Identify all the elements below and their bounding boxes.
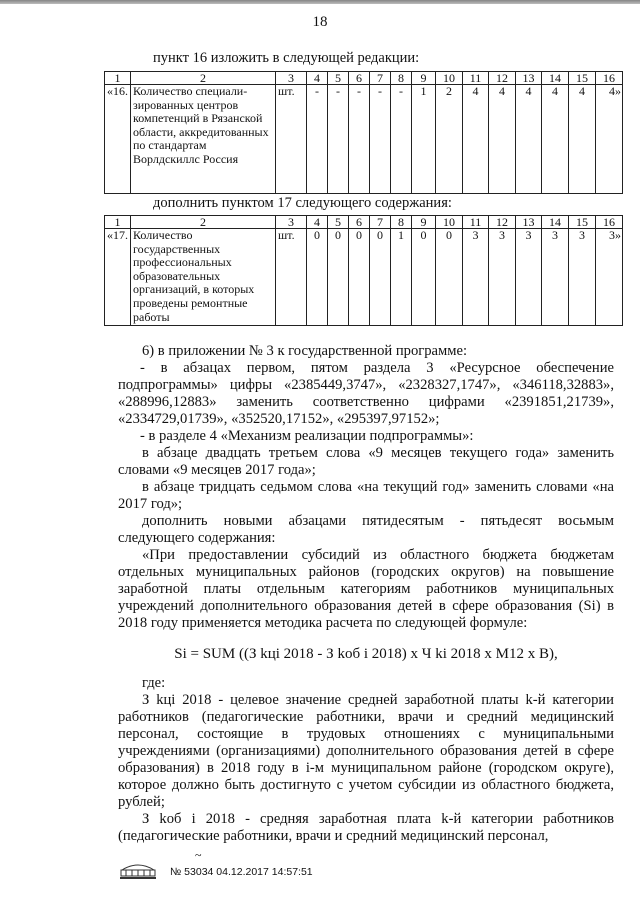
paragraph-section-4: - в разделе 4 «Механизм реализации подпрограммы»: — [140, 428, 474, 444]
table-header-row — [105, 216, 623, 229]
indicator-name: Количество специали-зированных центров компетенций в Рязанской области, аккредитованных по стандартам Ворлдскиллс Россия — [131, 85, 276, 194]
column-header-2: 2 — [131, 216, 276, 229]
column-header-11: 11 — [463, 216, 489, 229]
value-cell-col-11: 3 — [463, 229, 489, 326]
table-point-17 — [104, 215, 623, 326]
column-header-3: 3 — [276, 216, 307, 229]
table-row — [105, 85, 623, 194]
row-number: «16. — [105, 85, 131, 194]
value-cell-col-8: 1 — [391, 229, 412, 326]
value-cell-col-6: 0 — [349, 229, 370, 326]
value-cell-col-4: - — [307, 85, 328, 194]
value-cell-col-5: 0 — [328, 229, 349, 326]
value-cell-col-9: 0 — [412, 229, 436, 326]
value-cell-col-10: 2 — [436, 85, 463, 194]
unit-cell: шт. — [276, 85, 307, 194]
intro-point-17: дополнить пунктом 17 следующего содержания: — [153, 195, 452, 211]
column-header-6: 6 — [349, 216, 370, 229]
table-header-row — [105, 72, 623, 85]
column-header-4: 4 — [307, 216, 328, 229]
column-header-12: 12 — [489, 72, 516, 85]
column-header-7: 7 — [370, 72, 391, 85]
column-header-1: 1 — [105, 216, 131, 229]
column-header-5: 5 — [328, 216, 349, 229]
paragraph-add-new: дополнить новыми абзацами пятидесятым - пятьдесят восьмым следующего содержания: — [118, 513, 614, 546]
value-cell-col-12: 4 — [489, 85, 516, 194]
column-header-7: 7 — [370, 216, 391, 229]
paragraph-subsidy-method: «При предоставлении субсидий из областного бюджета бюджетам отдельных муниципальных районов (городских округов) на повышение заработной платы отдельным категориям работников муниципальных учреждений дополнительного образования детей в сфере образования (Si) в 2018 году применяется методика расчета по следующей формуле: — [118, 547, 614, 631]
value-cell-col-14: 3 — [542, 229, 569, 326]
value-cell-col-14: 4 — [542, 85, 569, 194]
column-header-13: 13 — [516, 72, 542, 85]
column-header-3: 3 — [276, 72, 307, 85]
value-cell-col-13: 3 — [516, 229, 542, 326]
column-header-13: 13 — [516, 216, 542, 229]
value-cell-col-13: 4 — [516, 85, 542, 194]
column-header-2: 2 — [131, 72, 276, 85]
paragraph-definition-average: З kоб i 2018 - средняя заработная плата k-й категории работников (педагогические работники, врачи и средний медицинский персонал, — [118, 811, 614, 844]
column-header-6: 6 — [349, 72, 370, 85]
value-cell-col-4: 0 — [307, 229, 328, 326]
paragraph-appendix-3: 6) в приложении № 3 к государственной программе: — [142, 343, 468, 359]
column-header-15: 15 — [569, 216, 596, 229]
value-cell-col-8: - — [391, 85, 412, 194]
paragraph-where: где: — [142, 675, 166, 691]
column-header-10: 10 — [436, 216, 463, 229]
column-header-9: 9 — [412, 216, 436, 229]
intro-point-16: пункт 16 изложить в следующей редакции: — [153, 50, 420, 66]
paragraph-section-3-figures: - в абзацах первом, пятом раздела 3 «Ресурсное обеспечение подпрограммы» цифры «2385449,3747», «2328327,1747», «346118,32883», «288996,12883» заменить соответственно цифрами «2391851,21739», «2334729,01739», «352520,17152», «295397,97152»; — [118, 360, 614, 427]
column-header-9: 9 — [412, 72, 436, 85]
column-header-16: 16 — [596, 72, 623, 85]
value-cell-col-10: 0 — [436, 229, 463, 326]
value-cell-col-6: - — [349, 85, 370, 194]
value-cell-col-15: 3 — [569, 229, 596, 326]
table-row — [105, 229, 623, 326]
formula: Si = SUM ((З kцi 2018 - З kоб i 2018) x Ч ki 2018 x M12 x B), — [174, 646, 558, 662]
column-header-8: 8 — [391, 216, 412, 229]
column-header-4: 4 — [307, 72, 328, 85]
column-header-8: 8 — [391, 72, 412, 85]
margin-mark: ~ — [195, 848, 202, 862]
top-edge — [0, 0, 640, 4]
column-header-5: 5 — [328, 72, 349, 85]
page-number: 18 — [312, 14, 328, 30]
column-header-15: 15 — [569, 72, 596, 85]
paragraph-abzac-37: в абзаце тридцать седьмом слова «на текущий год» заменить словами «на 2017 год»; — [118, 479, 614, 512]
column-header-11: 11 — [463, 72, 489, 85]
value-cell-col-16: 3» — [596, 229, 623, 326]
document-body — [118, 343, 614, 845]
row-number: «17. — [105, 229, 131, 326]
value-cell-col-16: 4» — [596, 85, 623, 194]
value-cell-col-5: - — [328, 85, 349, 194]
column-header-1: 1 — [105, 72, 131, 85]
unit-cell: шт. — [276, 229, 307, 326]
table-point-16 — [104, 71, 623, 194]
column-header-16: 16 — [596, 216, 623, 229]
footer-doc-number: № 53034 04.12.2017 14:57:51 — [170, 866, 313, 878]
indicator-name: Количество государственных профессиональных образовательных организаций, в которых проведены ремонтные работы — [131, 229, 276, 326]
value-cell-col-7: - — [370, 85, 391, 194]
paragraph-definition-target: З kцi 2018 - целевое значение средней заработной платы k-й категории работников (педагогические работники, врачи и средний медицинский персонал, состоящие в трудовых отношениях с муниципальными учреждениями (организациями) дополнительного образования детей в сфере образования) в 2018 году в i-м муниципальном районе (городском округе), которое должно быть достигнуто с учетом субсидии из областного бюджета, рублей; — [118, 692, 614, 810]
paragraph-abzac-23: в абзаце двадцать третьем слова «9 месяцев текущего года» заменить словами «9 месяцев 2017 года»; — [118, 445, 614, 478]
column-header-14: 14 — [542, 216, 569, 229]
value-cell-col-15: 4 — [569, 85, 596, 194]
value-cell-col-12: 3 — [489, 229, 516, 326]
registry-stamp-icon — [118, 858, 158, 880]
column-header-12: 12 — [489, 216, 516, 229]
value-cell-col-7: 0 — [370, 229, 391, 326]
column-header-14: 14 — [542, 72, 569, 85]
value-cell-col-9: 1 — [412, 85, 436, 194]
column-header-10: 10 — [436, 72, 463, 85]
value-cell-col-11: 4 — [463, 85, 489, 194]
